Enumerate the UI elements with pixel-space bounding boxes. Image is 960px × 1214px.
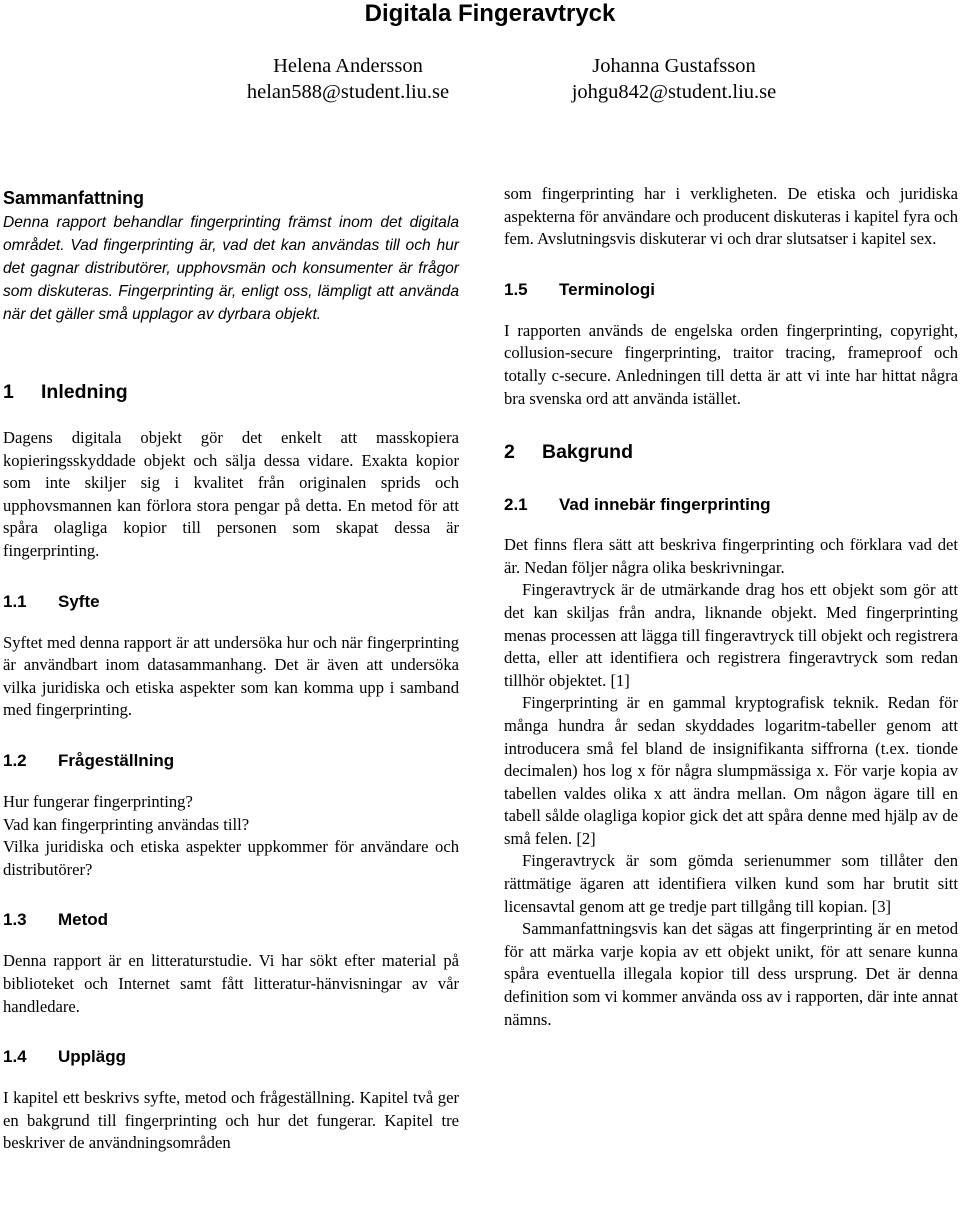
right-column xyxy=(504,183,958,1031)
section-number: 1.4 xyxy=(3,1047,27,1067)
author-name: Johanna Gustafsson xyxy=(592,55,756,77)
section-1-1-text: Syftet med denna rapport är att undersöka hur och när fingerprinting är användbart inom datasammanhang. Det är även att undersöka vilka juridiska och etiska aspekter som kan komma upp i samband med fingerprinting. xyxy=(3,632,459,720)
paragraph: Fingeravtryck är de utmärkande drag hos ett objekt som gör att det kan skiljas från andra, liknande objekt. Med fingerprinting menas processen att lägga till fingeravtryck till objekt och registrera detta, eller att identifiera och registrera fingeravtryck som redan tillhör objektet. [1] xyxy=(504,580,958,690)
section-number: 1 xyxy=(3,381,14,403)
paragraph: Det finns flera sätt att beskriva fingerprinting och förklara vad det är. Nedan följer några olika beskrivningar. xyxy=(504,535,958,577)
section-title: Upplägg xyxy=(58,1047,126,1067)
section-number: 1.1 xyxy=(3,591,27,611)
abstract-heading: Sammanfattning xyxy=(3,188,145,208)
question-item: Vilka juridiska och etiska aspekter uppkommer för användare och distributörer? xyxy=(3,837,459,879)
section-number: 2 xyxy=(504,441,515,464)
section-heading-1-1 xyxy=(3,591,459,613)
author-name: Helena Andersson xyxy=(273,55,423,77)
paragraph: Sammanfattningsvis kan det sägas att fingerprinting är en metod för att märka varje kopia av ett objekt unikt, för att senare kunna spåra eventuella illegala kopior till dess ursprung. Det är denna definition som vi kommer använda oss av i rapporten, där inte annat nämns. xyxy=(504,919,958,1029)
question-item: Hur fungerar fingerprinting? xyxy=(3,791,193,811)
section-1-4-text-continued: som fingerprinting har i verkligheten. De etiska och juridiska aspekterna för användare och producent diskuteras i kapitel fyra och fem. Avslutningsvis diskuterar vi och drar slutsatser i kapitel sex. xyxy=(504,184,958,249)
paper-title: Digitala Fingeravtryck xyxy=(364,0,616,27)
author-email: helan588@student.liu.se xyxy=(246,81,450,103)
section-title: Bakgrund xyxy=(542,441,634,464)
section-heading-2 xyxy=(504,440,958,464)
section-1-3-text: Denna rapport är en litteraturstudie. Vi har sökt efter material på biblioteket och Internet samt fått litteratur-hänvisningar av vår handledare. xyxy=(3,951,459,1016)
paragraph: Fingerprinting är en gammal kryptografisk teknik. Redan för många hundra år sedan skyddades logaritm-tabeller genom att introducera små fel bland de insignifikanta siffrorna (t.ex. tionde decimalen) hos log x för några slumpmässiga x. För varje kopia av tabellen valdes olika x att ändra mellan. Om någon ägare till en tabell sålde olagliga kopior gick det att spåra denne med hjälp av de små felen. [2] xyxy=(504,693,958,848)
author-email: johgu842@student.liu.se xyxy=(571,81,777,103)
section-heading-2-1 xyxy=(504,494,958,516)
section-heading-1-3 xyxy=(3,909,459,931)
author-2 xyxy=(514,53,834,105)
section-title: Syfte xyxy=(58,591,100,611)
left-column xyxy=(3,180,459,1155)
section-heading-1-4 xyxy=(3,1046,459,1068)
section-title: Terminologi xyxy=(559,279,656,299)
section-number: 1.5 xyxy=(504,279,528,299)
section-title: Inledning xyxy=(41,381,128,403)
section-title: Frågeställning xyxy=(58,750,175,770)
section-number: 1.2 xyxy=(3,750,27,770)
paragraph: Fingeravtryck är som gömda serienummer som tillåter den rättmätige ägaren att identifiera vilken kund som har brutit sitt licensavtal genom att ge tredje part tillgång till kopian. [3] xyxy=(504,851,958,916)
section-number: 2.1 xyxy=(504,495,528,515)
abstract-text: Denna rapport behandlar fingerprinting främst inom det digitala området. Vad fingerprinting är, vad det kan användas till och hur det gagnar distributörer, upphovsmän och konsumenter är frågor som diskuteras. Fingerprinting är, enligt oss, lämpligt att använda när det gäller små upplagor av dyrbara objekt. xyxy=(3,214,459,323)
section-heading-1-2 xyxy=(3,750,459,772)
section-title: Metod xyxy=(58,910,109,930)
section-1-5-text: I rapporten används de engelska orden fingerprinting, copyright, collusion-secure fingerprinting, traitor tracing, frameproof och totally c-secure. Anledningen till detta är att vi inte har hittat några bra svenska ord att använda istället. xyxy=(504,320,958,408)
section-heading-1 xyxy=(3,380,459,404)
section-heading-1-5 xyxy=(504,279,958,301)
section-number: 1.3 xyxy=(3,910,27,930)
section-title: Vad innebär fingerprinting xyxy=(559,495,771,515)
question-item: Vad kan fingerprinting användas till? xyxy=(3,814,250,834)
section-1-text: Dagens digitala objekt gör det enkelt att masskopiera kopieringsskyddade objekt och sälja dessa vidare. Exakta kopior som inte skiljer sig i kvalitet från originalen sprids och upphovsmannen kan förlora stora pengar på detta. En metod för att spåra olagliga kopior till personen som skapat dessa är fingerprinting. xyxy=(3,428,459,560)
author-1 xyxy=(188,53,508,105)
section-1-4-text: I kapitel ett beskrivs syfte, metod och frågeställning. Kapitel två ger en bakgrund till fingerprinting och hur det fungerar. Kapitel tre beskriver de användningsområden xyxy=(3,1088,459,1153)
